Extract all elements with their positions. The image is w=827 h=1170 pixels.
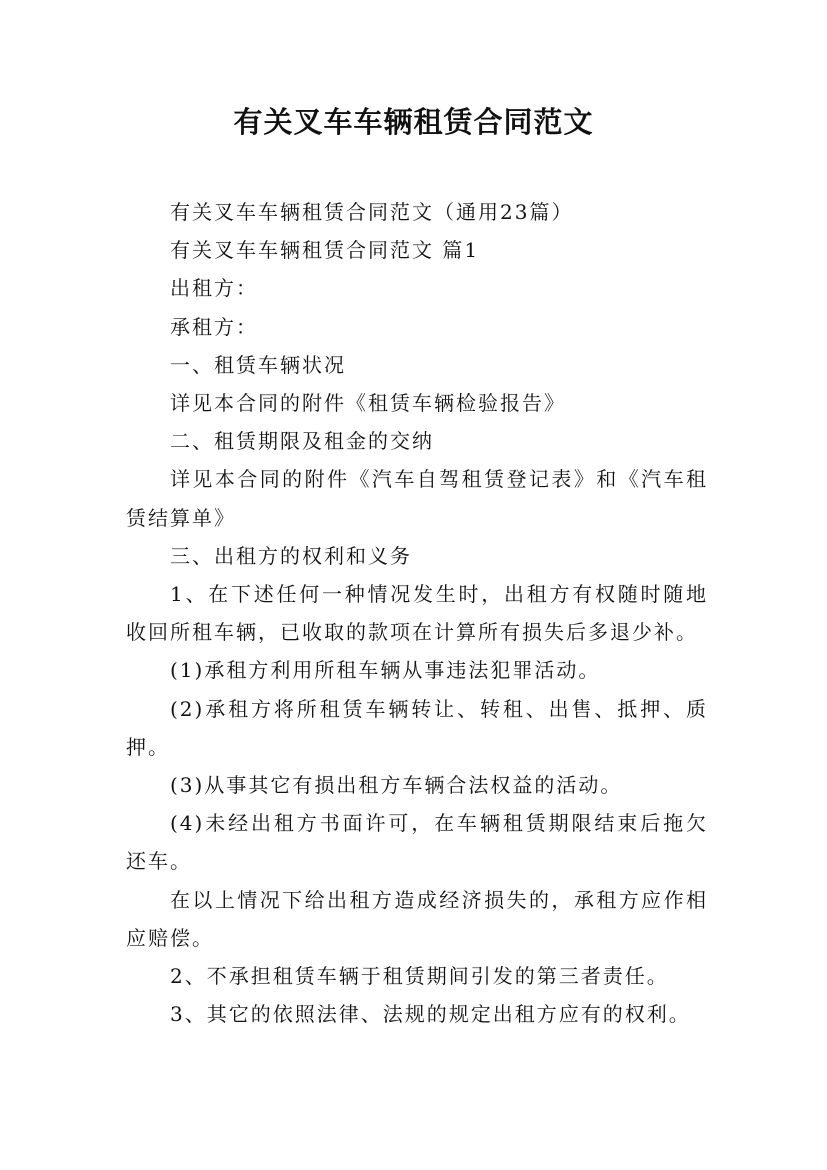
paragraph-heading-1: 一、租赁车辆状况 <box>170 352 346 377</box>
paragraph-lessor: 出租方： <box>170 276 258 301</box>
paragraph: 3、其它的依照法律、法规的规定出租方应有的权利。 <box>170 1002 691 1027</box>
paragraph-section-heading: 有关叉车车辆租赁合同范文 篇1 <box>170 238 480 263</box>
paragraph: 详见本合同的附件《租赁车辆检验报告》 <box>170 391 566 416</box>
paragraph-heading-3: 三、出租方的权利和义务 <box>170 543 412 568</box>
paragraph-heading-2: 二、租赁期限及租金的交纳 <box>170 429 434 454</box>
document-title: 有关叉车车辆租赁合同范文 <box>233 105 594 139</box>
paragraph-subtitle: 有关叉车车辆租赁合同范文（通用23篇） <box>170 200 574 224</box>
paragraph: 1、在下述任何一种情况发生时，出租方有权随时随地收回所租车辆，已收取的款项在计算所有损失后多退少补。 <box>126 582 708 645</box>
paragraph-list-item: (1)承租方利用所租车辆从事违法犯罪活动。 <box>170 658 601 683</box>
paragraph-lessee: 承租方： <box>170 314 258 339</box>
paragraph: 在以上情况下给出租方造成经济损失的，承租方应作相应赔偿。 <box>126 887 708 950</box>
document-body <box>126 193 708 1033</box>
paragraph-list-item: (3)从事其它有损出租方车辆合法权益的活动。 <box>170 773 623 798</box>
paragraph-list-item: (4)未经出租方书面许可，在车辆租赁期限结束后拖欠还车。 <box>126 811 708 874</box>
paragraph: 详见本合同的附件《汽车自驾租赁登记表》和《汽车租赁结算单》 <box>126 467 708 530</box>
paragraph-list-item: (2)承租方将所租赁车辆转让、转租、出售、抵押、质押。 <box>126 696 708 759</box>
paragraph: 2、不承担租赁车辆于租赁期间引发的第三者责任。 <box>170 964 669 989</box>
